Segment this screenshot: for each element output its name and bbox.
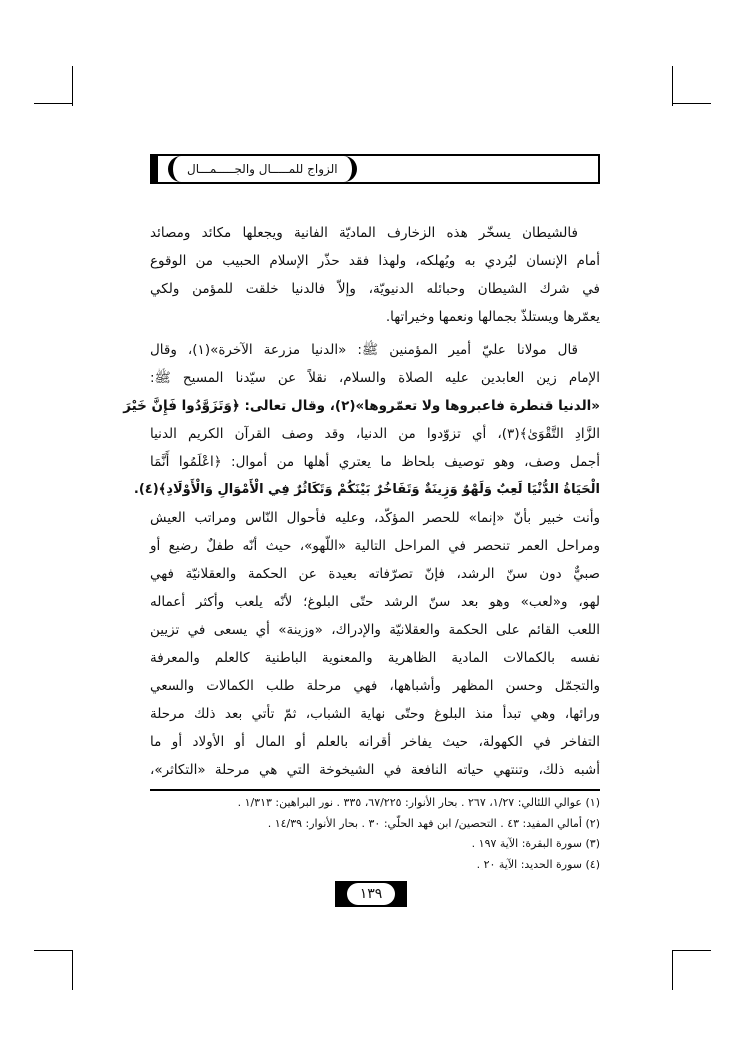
page-number: ١٣٩ — [347, 883, 395, 905]
text-line: أشبه ذلك، وتنتهي حياته النافعة في الشيخوخة التي هي مرحلة «التكاثر»، — [150, 762, 600, 778]
text-line: نفسه بالكمالات المادية الظاهرية والمعنوية الباطنية كالعلم والمعرفة — [150, 650, 600, 666]
text-line: الْحَيَاةُ الدُّنْيَا لَعِبٌ وَلَهْوٌ وَزِينَةٌ وَتَفَاخُرٌ بَيْنَكُمْ وَتَكَاثُرٌ فِي الْأَمْوَالِ وَالْأَوْلَادِ﴾(٤). — [133, 482, 600, 497]
crop-mark — [34, 950, 72, 951]
body-text — [123, 219, 600, 784]
page-number-box — [335, 881, 407, 907]
text-line: لهو، و«لعب» وهو بعد سنّ الرشد حتّى البلوغ؛ لأنّه يلعب وأكثر أعماله — [150, 594, 600, 610]
footnote: (٣) سورة البقرة: الآية ١٩٧ . — [471, 837, 600, 850]
crop-mark — [72, 950, 73, 990]
text-line: والتجمّل وحسن المظهر وأشباهها، فهي مرحلة طلب الكمالات والسعي — [150, 678, 600, 694]
text-line: اللعب القائم على الحكمة والعقلانيّة والإدراك، «وزينة» أي يسعى في تزيين — [150, 622, 600, 638]
text-line: «الدنيا قنطرة فاعبروها ولا تعمّروها»(٢)، وقال تعالى: ﴿وَتَزَوَّدُوا فَإِنَّ خَيْرَ — [123, 398, 600, 414]
footnote: (٢) أمالي المفيد: ٤٣ . التحصين/ ابن فهد الحلّي: ٣٠ . بحار الأنوار: ١٤/٣٩ . — [267, 816, 600, 830]
text-line: ومراحل العمر تنحصر في المراحل التالية «اللّهو»، حيث أنّه طفلٌ رضيع أو — [150, 538, 600, 554]
footnote: (١) عوالي اللئالي: ١/٢٧، ٢٦٧ . بحار الأنوار: ٦٧/٢٢٥، ٣٣٥ . نور البراهين: ١/٣١٣ . — [237, 796, 600, 809]
running-header — [150, 154, 598, 184]
crop-mark — [34, 103, 72, 104]
text-line: في شرك الشيطان وحبائله الدنيويّة، وإلاّ فالدنيا خلقت للمؤمن ولكي — [150, 281, 600, 297]
footnote-divider — [150, 789, 600, 791]
text-line: الإمام زين العابدين عليه الصلاة والسلام، نقلاً عن سيّدنا المسيح ﷺ: — [150, 370, 600, 386]
footnote: (٤) سورة الحديد: الآية ٢٠ . — [476, 857, 600, 871]
text-line: قال مولانا عليّ أمير المؤمنين ﷺ: «الدنيا مزرعة الآخرة»(١)، وقال — [150, 342, 579, 358]
text-line: التفاخر في الكهولة، حيث يفاخر أقرانه بالعلم أو المال أو الأولاد أو ما — [150, 734, 600, 750]
text-line: الزَّادِ التَّقْوَىٰ﴾(٣)، أي تزوّدوا من الدنيا، وقد وصف القرآن الكريم الدنيا — [150, 426, 600, 442]
crop-mark — [672, 66, 673, 106]
text-line: أجمل وصف، وهو توصيف بلحاظ ما يعتري أهلها من أموال: ﴿اعْلَمُوا أَنَّمَا — [150, 454, 600, 470]
footnotes — [150, 793, 600, 875]
crop-mark — [673, 950, 711, 951]
crop-mark — [72, 66, 73, 106]
crop-mark — [673, 103, 711, 104]
text-line: وأنت خبير بأنّ «إنما» للحصر المؤكّد، وعليه فأحوال النّاس ومراتب العيش — [150, 510, 600, 526]
crop-mark — [672, 950, 673, 990]
text-line: صبيٌّ دون سنّ الرشد، فإنّ تصرّفاته بعيدة عن الحكمة والعقلانيّة فهي — [150, 566, 600, 582]
text-line: يعمّرها ويستلذّ بجمالها ونعمها وخيراتها. — [385, 309, 600, 325]
text-line: ورائها، وهي تبدأ منذ البلوغ وحتّى نهاية الشباب، ثمّ تأتي بعد ذلك مرحلة — [150, 706, 600, 722]
header-title: الزواج للمـــــال والجـــــمـــال — [168, 156, 357, 182]
text-line: أمام الإنسان ليُردي به ويُهلكه، ولهذا فقد حذّر الإسلام الحبيب من الوقوع — [150, 253, 600, 269]
text-line: فالشيطان يسخّر هذه الزخارف الماديّة الفانية ويجعلها مكائد ومصائد — [150, 225, 578, 241]
